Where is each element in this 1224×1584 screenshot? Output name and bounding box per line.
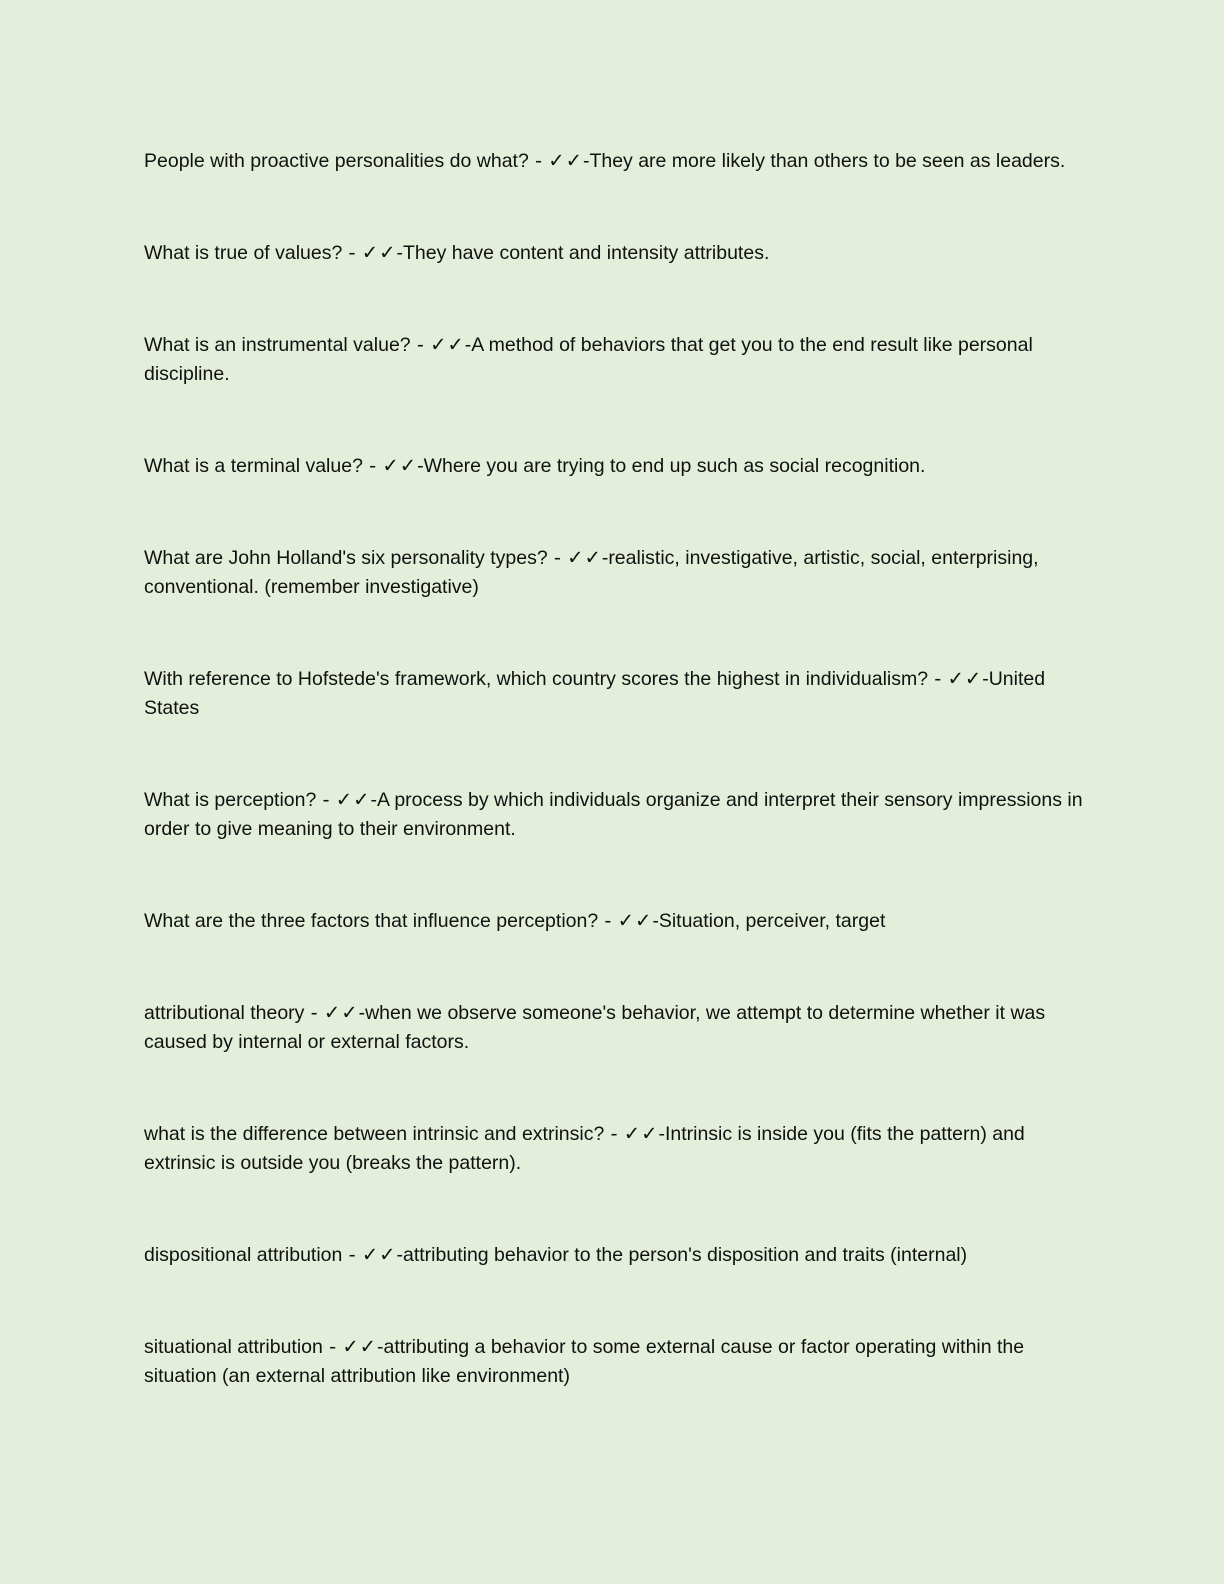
qa-answer: They are more likely than others to be seen as leaders. — [589, 150, 1066, 172]
qa-item: dispositional attribution - ✓✓-attributing behavior to the person's disposition and traits (internal) — [144, 1243, 968, 1266]
double-check-icon: ✓✓ — [548, 149, 583, 172]
double-check-icon: ✓✓ — [617, 909, 653, 932]
qa-prompt: People with proactive personalities do what? — [144, 150, 529, 172]
qa-answer: realistic, investigative, artistic, social, enterprising, conventional. (remember investigative) — [144, 547, 1039, 598]
qa-answer: Situation, perceiver, target — [658, 910, 886, 932]
double-check-icon: ✓✓ — [342, 1335, 377, 1358]
qa-item: attributional theory - ✓✓-when we observe someone's behavior, we attempt to determine whether it was caused by internal or external factors. — [144, 1001, 1046, 1053]
double-check-icon: ✓✓ — [947, 667, 983, 690]
qa-item: What is true of values? - ✓✓-They have content and intensity attributes. — [144, 241, 770, 264]
qa-prompt: attributional theory — [144, 1002, 305, 1024]
qa-item: What are the three factors that influence perception? - ✓✓-Situation, perceiver, target — [144, 909, 886, 932]
qa-answer: attributing a behavior to some external cause or factor operating within the situation (an external attribution like environment) — [144, 1336, 1025, 1387]
qa-item: situational attribution - ✓✓-attributing a behavior to some external cause or factor operating within the situation (an external attribution like environment) — [144, 1335, 1025, 1387]
qa-prompt: what is the difference between intrinsic and extrinsic? — [144, 1123, 605, 1145]
qa-answer: They have content and intensity attributes. — [402, 242, 770, 264]
qa-item: What is perception? - ✓✓-A process by which individuals organize and interpret their sensory impressions in order to give meaning to their environment. — [144, 788, 1083, 840]
double-check-icon: ✓✓ — [323, 1001, 359, 1024]
qa-prompt: With reference to Hofstede's framework, which country scores the highest in individualism? — [144, 668, 929, 690]
qa-prompt: What are the three factors that influence perception? — [144, 910, 599, 932]
double-check-icon: ✓✓ — [382, 454, 418, 477]
qa-prompt: What are John Holland's six personality types? — [144, 547, 548, 569]
qa-prompt: dispositional attribution — [144, 1244, 343, 1266]
double-check-icon: ✓✓ — [361, 241, 397, 264]
qa-item: What is a terminal value? - ✓✓-Where you are trying to end up such as social recognition. — [144, 454, 926, 477]
double-check-icon: ✓✓ — [430, 333, 465, 356]
qa-prompt: What is a terminal value? — [144, 455, 363, 477]
qa-prompt: What is perception? — [144, 789, 317, 811]
double-check-icon: ✓✓ — [567, 546, 602, 569]
double-check-icon: ✓✓ — [623, 1122, 659, 1145]
qa-answer: when we observe someone's behavior, we attempt to determine whether it was caused by internal or external factors. — [144, 1002, 1046, 1053]
qa-prompt: What is an instrumental value? — [144, 334, 411, 356]
double-check-icon: ✓✓ — [361, 1243, 397, 1266]
qa-prompt: situational attribution — [144, 1336, 323, 1358]
qa-answer: A process by which individuals organize and interpret their sensory impressions in order to give meaning to their environment. — [144, 789, 1083, 840]
qa-item: People with proactive personalities do what? - ✓✓-They are more likely than others to be seen as leaders. — [144, 149, 1066, 172]
qa-prompt: What is true of values? — [144, 242, 343, 264]
qa-list — [144, 146, 1084, 1391]
qa-item: What is an instrumental value? - ✓✓-A method of behaviors that get you to the end result like personal discipline. — [144, 333, 1033, 385]
qa-answer: A method of behaviors that get you to the end result like personal discipline. — [144, 334, 1033, 385]
qa-item: what is the difference between intrinsic and extrinsic? - ✓✓-Intrinsic is inside you (fits the pattern) and extrinsic is outside you (breaks the pattern). — [144, 1122, 1025, 1174]
qa-answer: Intrinsic is inside you (fits the pattern) and extrinsic is outside you (breaks the pattern). — [144, 1123, 1025, 1174]
qa-answer: Where you are trying to end up such as social recognition. — [423, 455, 926, 477]
qa-answer: United States — [144, 668, 1046, 719]
double-check-icon: ✓✓ — [335, 788, 371, 811]
qa-answer: attributing behavior to the person's disposition and traits (internal) — [403, 1244, 968, 1266]
qa-item: What are John Holland's six personality types? - ✓✓-realistic, investigative, artistic, social, enterprising, conventional. (remember investigative) — [144, 546, 1039, 598]
qa-item: With reference to Hofstede's framework, which country scores the highest in individualism? - ✓✓-United States — [144, 667, 1046, 719]
